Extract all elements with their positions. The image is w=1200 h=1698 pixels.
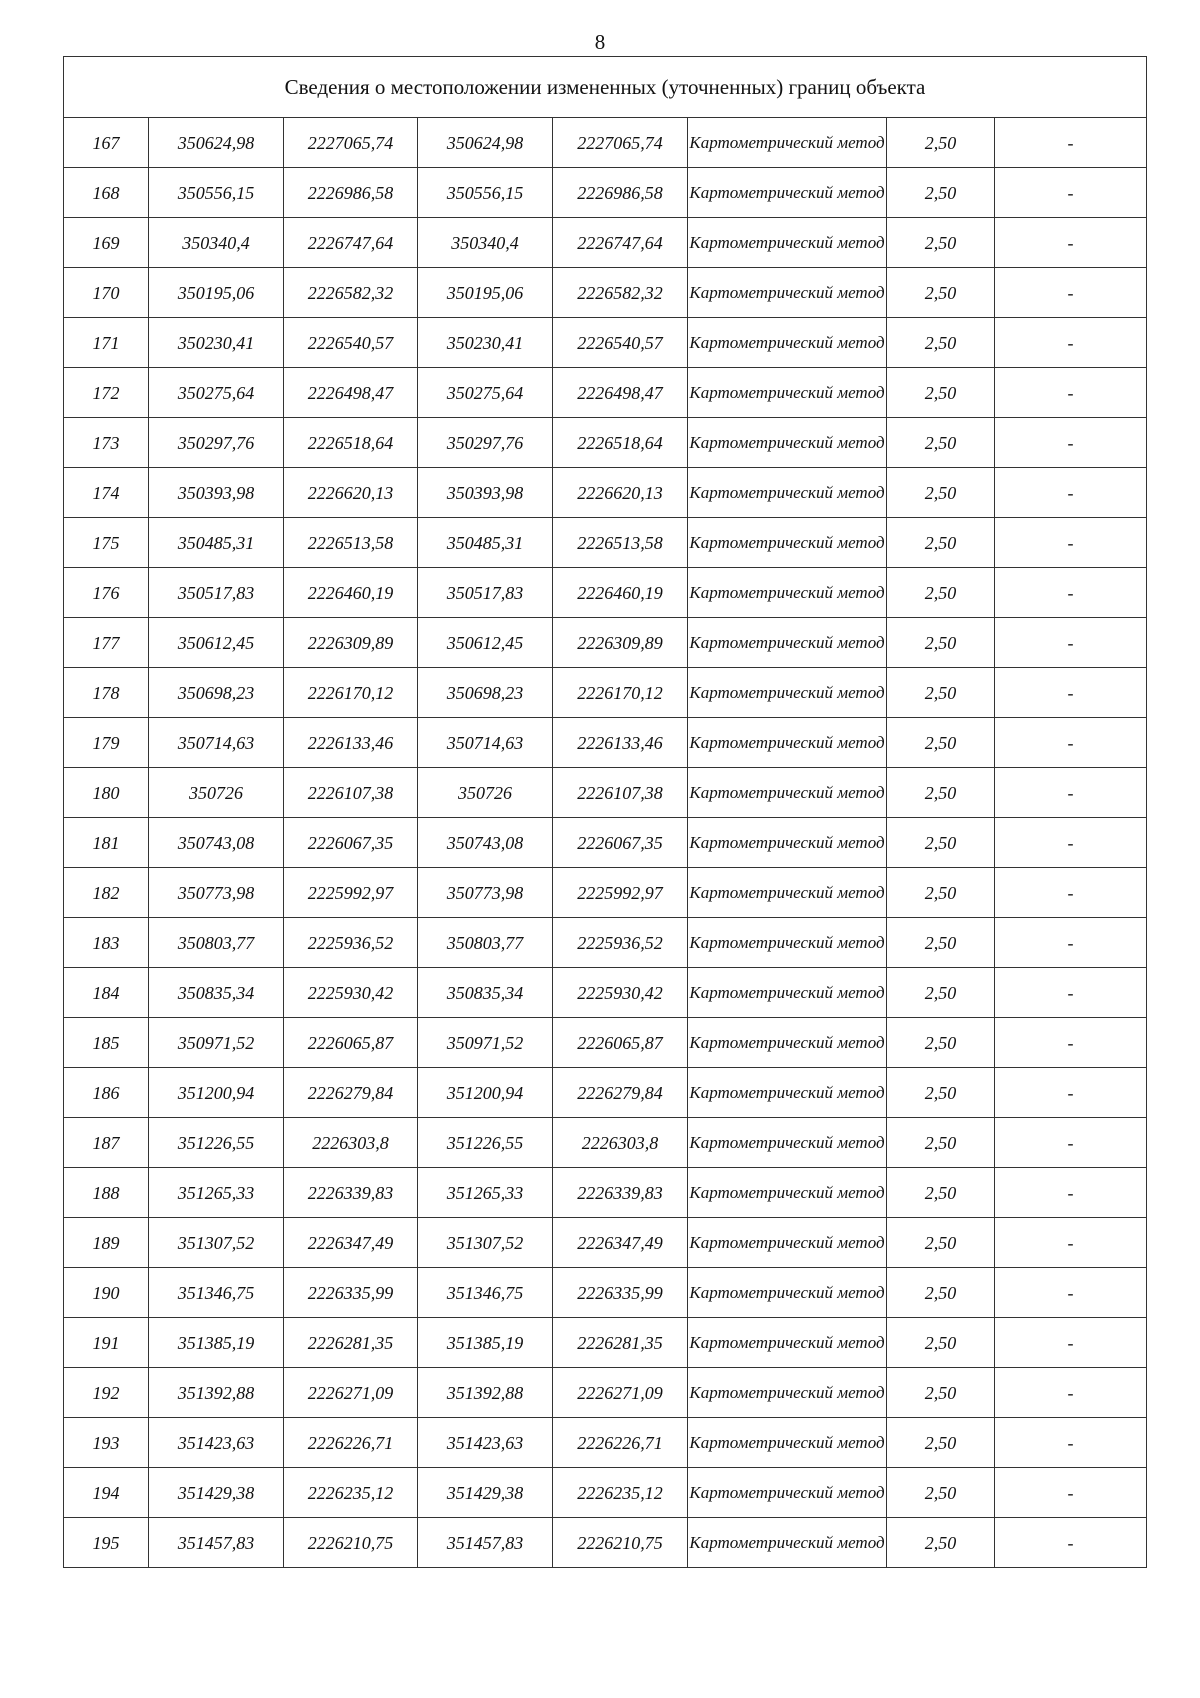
table-row [64,518,1147,568]
refined-x: 350698,23 [418,668,553,718]
determination-method: Картометрический метод [688,1418,887,1468]
existing-x: 350624,98 [149,118,284,168]
refined-x: 351429,38 [418,1468,553,1518]
refined-y: 2226747,64 [553,218,688,268]
point-number: 182 [64,868,149,918]
existing-y: 2226498,47 [284,368,418,418]
refined-x: 350556,15 [418,168,553,218]
refined-x: 350773,98 [418,868,553,918]
point-number: 177 [64,618,149,668]
refined-x: 350714,63 [418,718,553,768]
table-row [64,1068,1147,1118]
refined-y: 2226582,32 [553,268,688,318]
point-number: 178 [64,668,149,718]
table-body [64,118,1147,1568]
note-value: - [995,118,1147,168]
refined-x: 350195,06 [418,268,553,318]
table-row [64,1018,1147,1068]
accuracy-value: 2,50 [887,768,995,818]
accuracy-value: 2,50 [887,418,995,468]
point-number: 191 [64,1318,149,1368]
accuracy-value: 2,50 [887,1068,995,1118]
accuracy-value: 2,50 [887,1468,995,1518]
refined-y: 2226498,47 [553,368,688,418]
note-value: - [995,668,1147,718]
existing-y: 2226339,83 [284,1168,418,1218]
existing-y: 2226582,32 [284,268,418,318]
refined-x: 350393,98 [418,468,553,518]
point-number: 183 [64,918,149,968]
accuracy-value: 2,50 [887,1268,995,1318]
point-number: 180 [64,768,149,818]
existing-y: 2226309,89 [284,618,418,668]
accuracy-value: 2,50 [887,1318,995,1368]
refined-y: 2226133,46 [553,718,688,768]
point-number: 186 [64,1068,149,1118]
point-number: 174 [64,468,149,518]
note-value: - [995,418,1147,468]
refined-x: 350297,76 [418,418,553,468]
point-number: 172 [64,368,149,418]
note-value: - [995,568,1147,618]
accuracy-value: 2,50 [887,268,995,318]
refined-x: 350517,83 [418,568,553,618]
refined-x: 350612,45 [418,618,553,668]
table-title-row [64,57,1147,118]
point-number: 188 [64,1168,149,1218]
table-row [64,568,1147,618]
existing-y: 2226067,35 [284,818,418,868]
table-row [64,1368,1147,1418]
determination-method: Картометрический метод [688,1018,887,1068]
table-row [64,368,1147,418]
refined-y: 2226518,64 [553,418,688,468]
accuracy-value: 2,50 [887,1418,995,1468]
point-number: 167 [64,118,149,168]
table-row [64,768,1147,818]
refined-x: 350743,08 [418,818,553,868]
existing-x: 351423,63 [149,1418,284,1468]
note-value: - [995,268,1147,318]
table-row [64,718,1147,768]
determination-method: Картометрический метод [688,818,887,868]
determination-method: Картометрический метод [688,668,887,718]
accuracy-value: 2,50 [887,318,995,368]
table-row [64,168,1147,218]
note-value: - [995,368,1147,418]
refined-x: 350971,52 [418,1018,553,1068]
determination-method: Картометрический метод [688,1268,887,1318]
determination-method: Картометрический метод [688,768,887,818]
note-value: - [995,518,1147,568]
refined-x: 351423,63 [418,1418,553,1468]
existing-y: 2226460,19 [284,568,418,618]
accuracy-value: 2,50 [887,818,995,868]
determination-method: Картометрический метод [688,1518,887,1568]
accuracy-value: 2,50 [887,618,995,668]
existing-y: 2226281,35 [284,1318,418,1368]
table-row [64,268,1147,318]
table-title: Сведения о местоположении измененных (уточненных) границ объекта [64,57,1147,118]
accuracy-value: 2,50 [887,1168,995,1218]
existing-x: 350698,23 [149,668,284,718]
existing-x: 350556,15 [149,168,284,218]
refined-y: 2225930,42 [553,968,688,1018]
determination-method: Картометрический метод [688,1368,887,1418]
point-number: 173 [64,418,149,468]
refined-y: 2226513,58 [553,518,688,568]
existing-y: 2226335,99 [284,1268,418,1318]
existing-x: 350726 [149,768,284,818]
refined-y: 2226620,13 [553,468,688,518]
existing-x: 351392,88 [149,1368,284,1418]
accuracy-value: 2,50 [887,1218,995,1268]
existing-x: 350195,06 [149,268,284,318]
refined-x: 350726 [418,768,553,818]
determination-method: Картометрический метод [688,718,887,768]
existing-x: 350971,52 [149,1018,284,1068]
table-row [64,118,1147,168]
existing-y: 2226518,64 [284,418,418,468]
note-value: - [995,468,1147,518]
existing-y: 2226170,12 [284,668,418,718]
note-value: - [995,1068,1147,1118]
refined-y: 2225992,97 [553,868,688,918]
existing-y: 2226279,84 [284,1068,418,1118]
existing-x: 350714,63 [149,718,284,768]
note-value: - [995,868,1147,918]
table-row [64,668,1147,718]
point-number: 192 [64,1368,149,1418]
accuracy-value: 2,50 [887,1518,995,1568]
table-row [64,418,1147,468]
refined-y: 2226226,71 [553,1418,688,1468]
note-value: - [995,768,1147,818]
note-value: - [995,318,1147,368]
determination-method: Картометрический метод [688,218,887,268]
note-value: - [995,1468,1147,1518]
note-value: - [995,1518,1147,1568]
refined-y: 2226065,87 [553,1018,688,1068]
refined-x: 351226,55 [418,1118,553,1168]
note-value: - [995,618,1147,668]
refined-y: 2226067,35 [553,818,688,868]
existing-y: 2226235,12 [284,1468,418,1518]
existing-y: 2227065,74 [284,118,418,168]
existing-y: 2225936,52 [284,918,418,968]
note-value: - [995,168,1147,218]
refined-x: 351265,33 [418,1168,553,1218]
table-row [64,918,1147,968]
page-number: 8 [594,30,606,54]
accuracy-value: 2,50 [887,368,995,418]
existing-x: 350773,98 [149,868,284,918]
refined-y: 2226335,99 [553,1268,688,1318]
table-row [64,1168,1147,1218]
point-number: 171 [64,318,149,368]
refined-x: 351200,94 [418,1068,553,1118]
existing-y: 2226347,49 [284,1218,418,1268]
refined-y: 2225936,52 [553,918,688,968]
refined-x: 350803,77 [418,918,553,968]
existing-x: 350612,45 [149,618,284,668]
table-row [64,1268,1147,1318]
note-value: - [995,718,1147,768]
point-number: 170 [64,268,149,318]
existing-y: 2226271,09 [284,1368,418,1418]
existing-x: 350803,77 [149,918,284,968]
existing-y: 2226540,57 [284,318,418,368]
determination-method: Картометрический метод [688,518,887,568]
note-value: - [995,1268,1147,1318]
determination-method: Картометрический метод [688,368,887,418]
existing-x: 350297,76 [149,418,284,468]
note-value: - [995,968,1147,1018]
table-row [64,318,1147,368]
accuracy-value: 2,50 [887,868,995,918]
existing-x: 350743,08 [149,818,284,868]
table-row [64,1218,1147,1268]
existing-y: 2226620,13 [284,468,418,518]
point-number: 181 [64,818,149,868]
existing-y: 2226303,8 [284,1118,418,1168]
accuracy-value: 2,50 [887,168,995,218]
determination-method: Картометрический метод [688,918,887,968]
point-number: 194 [64,1468,149,1518]
accuracy-value: 2,50 [887,1118,995,1168]
refined-x: 350275,64 [418,368,553,418]
table-row [64,868,1147,918]
existing-x: 351265,33 [149,1168,284,1218]
existing-x: 350485,31 [149,518,284,568]
determination-method: Картометрический метод [688,968,887,1018]
point-number: 189 [64,1218,149,1268]
determination-method: Картометрический метод [688,318,887,368]
existing-x: 350393,98 [149,468,284,518]
existing-x: 351346,75 [149,1268,284,1318]
existing-y: 2226065,87 [284,1018,418,1068]
refined-y: 2226303,8 [553,1118,688,1168]
point-number: 169 [64,218,149,268]
existing-y: 2225992,97 [284,868,418,918]
refined-x: 351392,88 [418,1368,553,1418]
boundary-coordinates-table [63,56,1147,1568]
note-value: - [995,918,1147,968]
accuracy-value: 2,50 [887,1018,995,1068]
existing-x: 350275,64 [149,368,284,418]
determination-method: Картометрический метод [688,568,887,618]
existing-x: 350517,83 [149,568,284,618]
existing-x: 351226,55 [149,1118,284,1168]
table-row [64,968,1147,1018]
existing-x: 351429,38 [149,1468,284,1518]
determination-method: Картометрический метод [688,1468,887,1518]
refined-y: 2226309,89 [553,618,688,668]
refined-x: 350230,41 [418,318,553,368]
determination-method: Картометрический метод [688,868,887,918]
note-value: - [995,1218,1147,1268]
accuracy-value: 2,50 [887,918,995,968]
point-number: 175 [64,518,149,568]
table-row [64,618,1147,668]
refined-y: 2226540,57 [553,318,688,368]
refined-y: 2226281,35 [553,1318,688,1368]
table-row [64,1468,1147,1518]
refined-y: 2226347,49 [553,1218,688,1268]
point-number: 190 [64,1268,149,1318]
determination-method: Картометрический метод [688,118,887,168]
existing-y: 2226133,46 [284,718,418,768]
point-number: 195 [64,1518,149,1568]
point-number: 187 [64,1118,149,1168]
determination-method: Картометрический метод [688,1318,887,1368]
refined-x: 351385,19 [418,1318,553,1368]
determination-method: Картометрический метод [688,168,887,218]
point-number: 193 [64,1418,149,1468]
table-row [64,468,1147,518]
refined-x: 351457,83 [418,1518,553,1568]
refined-y: 2226279,84 [553,1068,688,1118]
refined-x: 351307,52 [418,1218,553,1268]
existing-y: 2226513,58 [284,518,418,568]
refined-x: 350624,98 [418,118,553,168]
existing-x: 350230,41 [149,318,284,368]
table-row [64,1418,1147,1468]
existing-y: 2226747,64 [284,218,418,268]
accuracy-value: 2,50 [887,1368,995,1418]
note-value: - [995,218,1147,268]
table-row [64,1318,1147,1368]
determination-method: Картометрический метод [688,618,887,668]
accuracy-value: 2,50 [887,218,995,268]
determination-method: Картометрический метод [688,418,887,468]
determination-method: Картометрический метод [688,268,887,318]
refined-y: 2226210,75 [553,1518,688,1568]
existing-y: 2226986,58 [284,168,418,218]
existing-x: 351385,19 [149,1318,284,1368]
refined-x: 350835,34 [418,968,553,1018]
table-row [64,1118,1147,1168]
note-value: - [995,1418,1147,1468]
table-row [64,818,1147,868]
determination-method: Картометрический метод [688,1118,887,1168]
refined-y: 2227065,74 [553,118,688,168]
point-number: 185 [64,1018,149,1068]
refined-y: 2226339,83 [553,1168,688,1218]
note-value: - [995,1318,1147,1368]
table-row [64,1518,1147,1568]
existing-x: 351307,52 [149,1218,284,1268]
determination-method: Картометрический метод [688,1218,887,1268]
point-number: 176 [64,568,149,618]
accuracy-value: 2,50 [887,118,995,168]
note-value: - [995,818,1147,868]
refined-x: 351346,75 [418,1268,553,1318]
note-value: - [995,1168,1147,1218]
point-number: 179 [64,718,149,768]
refined-y: 2226460,19 [553,568,688,618]
determination-method: Картометрический метод [688,1168,887,1218]
existing-y: 2226210,75 [284,1518,418,1568]
accuracy-value: 2,50 [887,468,995,518]
existing-x: 350340,4 [149,218,284,268]
note-value: - [995,1368,1147,1418]
determination-method: Картометрический метод [688,1068,887,1118]
refined-y: 2226986,58 [553,168,688,218]
table-row [64,218,1147,268]
existing-y: 2226107,38 [284,768,418,818]
refined-y: 2226235,12 [553,1468,688,1518]
note-value: - [995,1118,1147,1168]
refined-x: 350485,31 [418,518,553,568]
accuracy-value: 2,50 [887,718,995,768]
existing-y: 2225930,42 [284,968,418,1018]
existing-x: 350835,34 [149,968,284,1018]
note-value: - [995,1018,1147,1068]
determination-method: Картометрический метод [688,468,887,518]
point-number: 184 [64,968,149,1018]
refined-y: 2226271,09 [553,1368,688,1418]
accuracy-value: 2,50 [887,668,995,718]
existing-x: 351200,94 [149,1068,284,1118]
refined-y: 2226107,38 [553,768,688,818]
accuracy-value: 2,50 [887,968,995,1018]
refined-x: 350340,4 [418,218,553,268]
existing-y: 2226226,71 [284,1418,418,1468]
accuracy-value: 2,50 [887,518,995,568]
existing-x: 351457,83 [149,1518,284,1568]
accuracy-value: 2,50 [887,568,995,618]
refined-y: 2226170,12 [553,668,688,718]
point-number: 168 [64,168,149,218]
